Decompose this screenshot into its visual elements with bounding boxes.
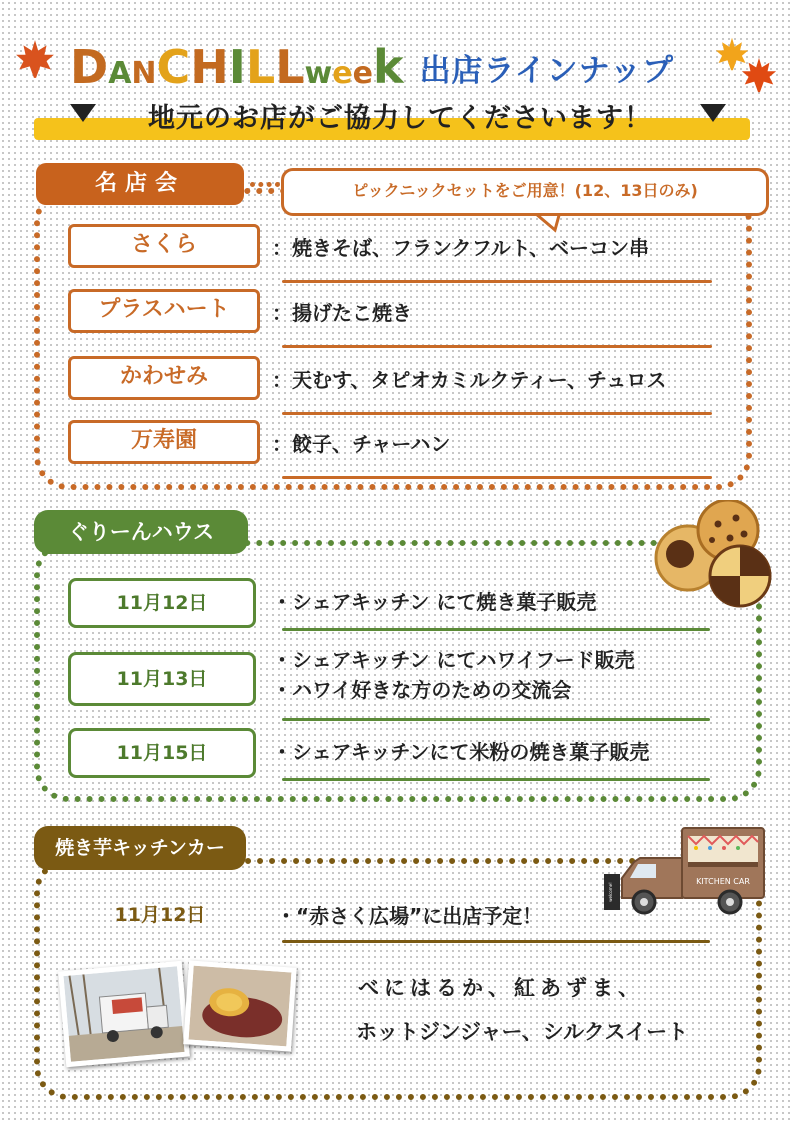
maple-leaf-icon — [740, 56, 778, 94]
brand-letter: L — [245, 40, 276, 94]
dot-connector — [250, 182, 280, 187]
brand-logo — [70, 40, 404, 94]
shop-menu: ：焼きそば、フランクフルト、ベーコン串 — [272, 236, 649, 260]
imo-title: 焼き芋キッチンカー — [34, 826, 246, 870]
page-title — [70, 30, 675, 94]
meiten-title: 名店会 — [36, 163, 244, 205]
truck-sign: KITCHEN CAR — [696, 877, 750, 886]
picnic-note: ピックニックセットをご用意！(12、13日のみ) — [281, 168, 769, 216]
brand-letter: D — [70, 40, 109, 94]
imo-underline — [282, 940, 710, 943]
truck-welcome: welcome! — [608, 882, 613, 902]
brand-letter: k — [372, 40, 404, 94]
brand-letter: L — [275, 40, 305, 94]
shop-menu: ：餃子、チャーハン — [272, 432, 451, 456]
shop-menu: ：揚げたこ焼き — [272, 301, 412, 325]
sweet-potato-photo — [183, 960, 297, 1051]
brand-letter: C — [156, 40, 191, 94]
shop-name: 万寿園 — [68, 420, 260, 464]
event-description: ・ハワイ好きな方のための交流会 — [272, 678, 572, 702]
brand-letter: H — [190, 40, 229, 94]
imo-note: ・“赤さく広場”に出店予定！ — [276, 904, 543, 928]
brand-letter: N — [131, 56, 157, 91]
brand-letter: A — [108, 56, 132, 91]
kitchen-car-illustration — [600, 822, 770, 922]
shop-name: かわせみ — [68, 356, 260, 400]
event-date: 11月13日 — [68, 652, 256, 706]
kitchen-car-photo — [58, 961, 190, 1067]
brand-letter: e — [352, 56, 373, 91]
green-title: ぐりーんハウス — [34, 510, 248, 554]
shop-menu: ：天むす、タピオカミルクティー、チュロス — [272, 368, 667, 392]
brand-letter: e — [332, 56, 353, 91]
tagline: 地元のお店がご協力してくださいます！ — [148, 103, 652, 134]
event-underline — [282, 778, 710, 781]
shop-underline — [282, 345, 712, 348]
shop-underline — [282, 412, 712, 415]
event-description: ・シェアキッチン にて焼き菓子販売 — [272, 590, 597, 614]
event-underline — [282, 718, 710, 721]
event-date: 11月15日 — [68, 728, 256, 778]
brand-letter: w — [304, 56, 333, 91]
shop-name: プラスハート — [68, 289, 260, 333]
event-underline — [282, 628, 710, 631]
maple-leaf-icon — [14, 38, 56, 80]
shop-underline — [282, 476, 712, 479]
imo-date: 11月12日 — [114, 904, 206, 926]
brand-letter: I — [228, 40, 246, 94]
event-description: ・シェアキッチンにて米粉の焼き菓子販売 — [272, 740, 650, 764]
varieties-line-1: べにはるか、紅あずま、 — [358, 976, 644, 1000]
page-subtitle: 出店ラインナップ — [419, 53, 675, 89]
event-description: ・シェアキッチン にてハワイフード販売 — [272, 648, 635, 672]
shop-name: さくら — [68, 224, 260, 268]
cookies-illustration — [650, 500, 776, 610]
varieties-line-2: ホットジンジャー、シルクスイート — [356, 1020, 689, 1044]
shop-underline — [282, 280, 712, 283]
event-date: 11月12日 — [68, 578, 256, 628]
